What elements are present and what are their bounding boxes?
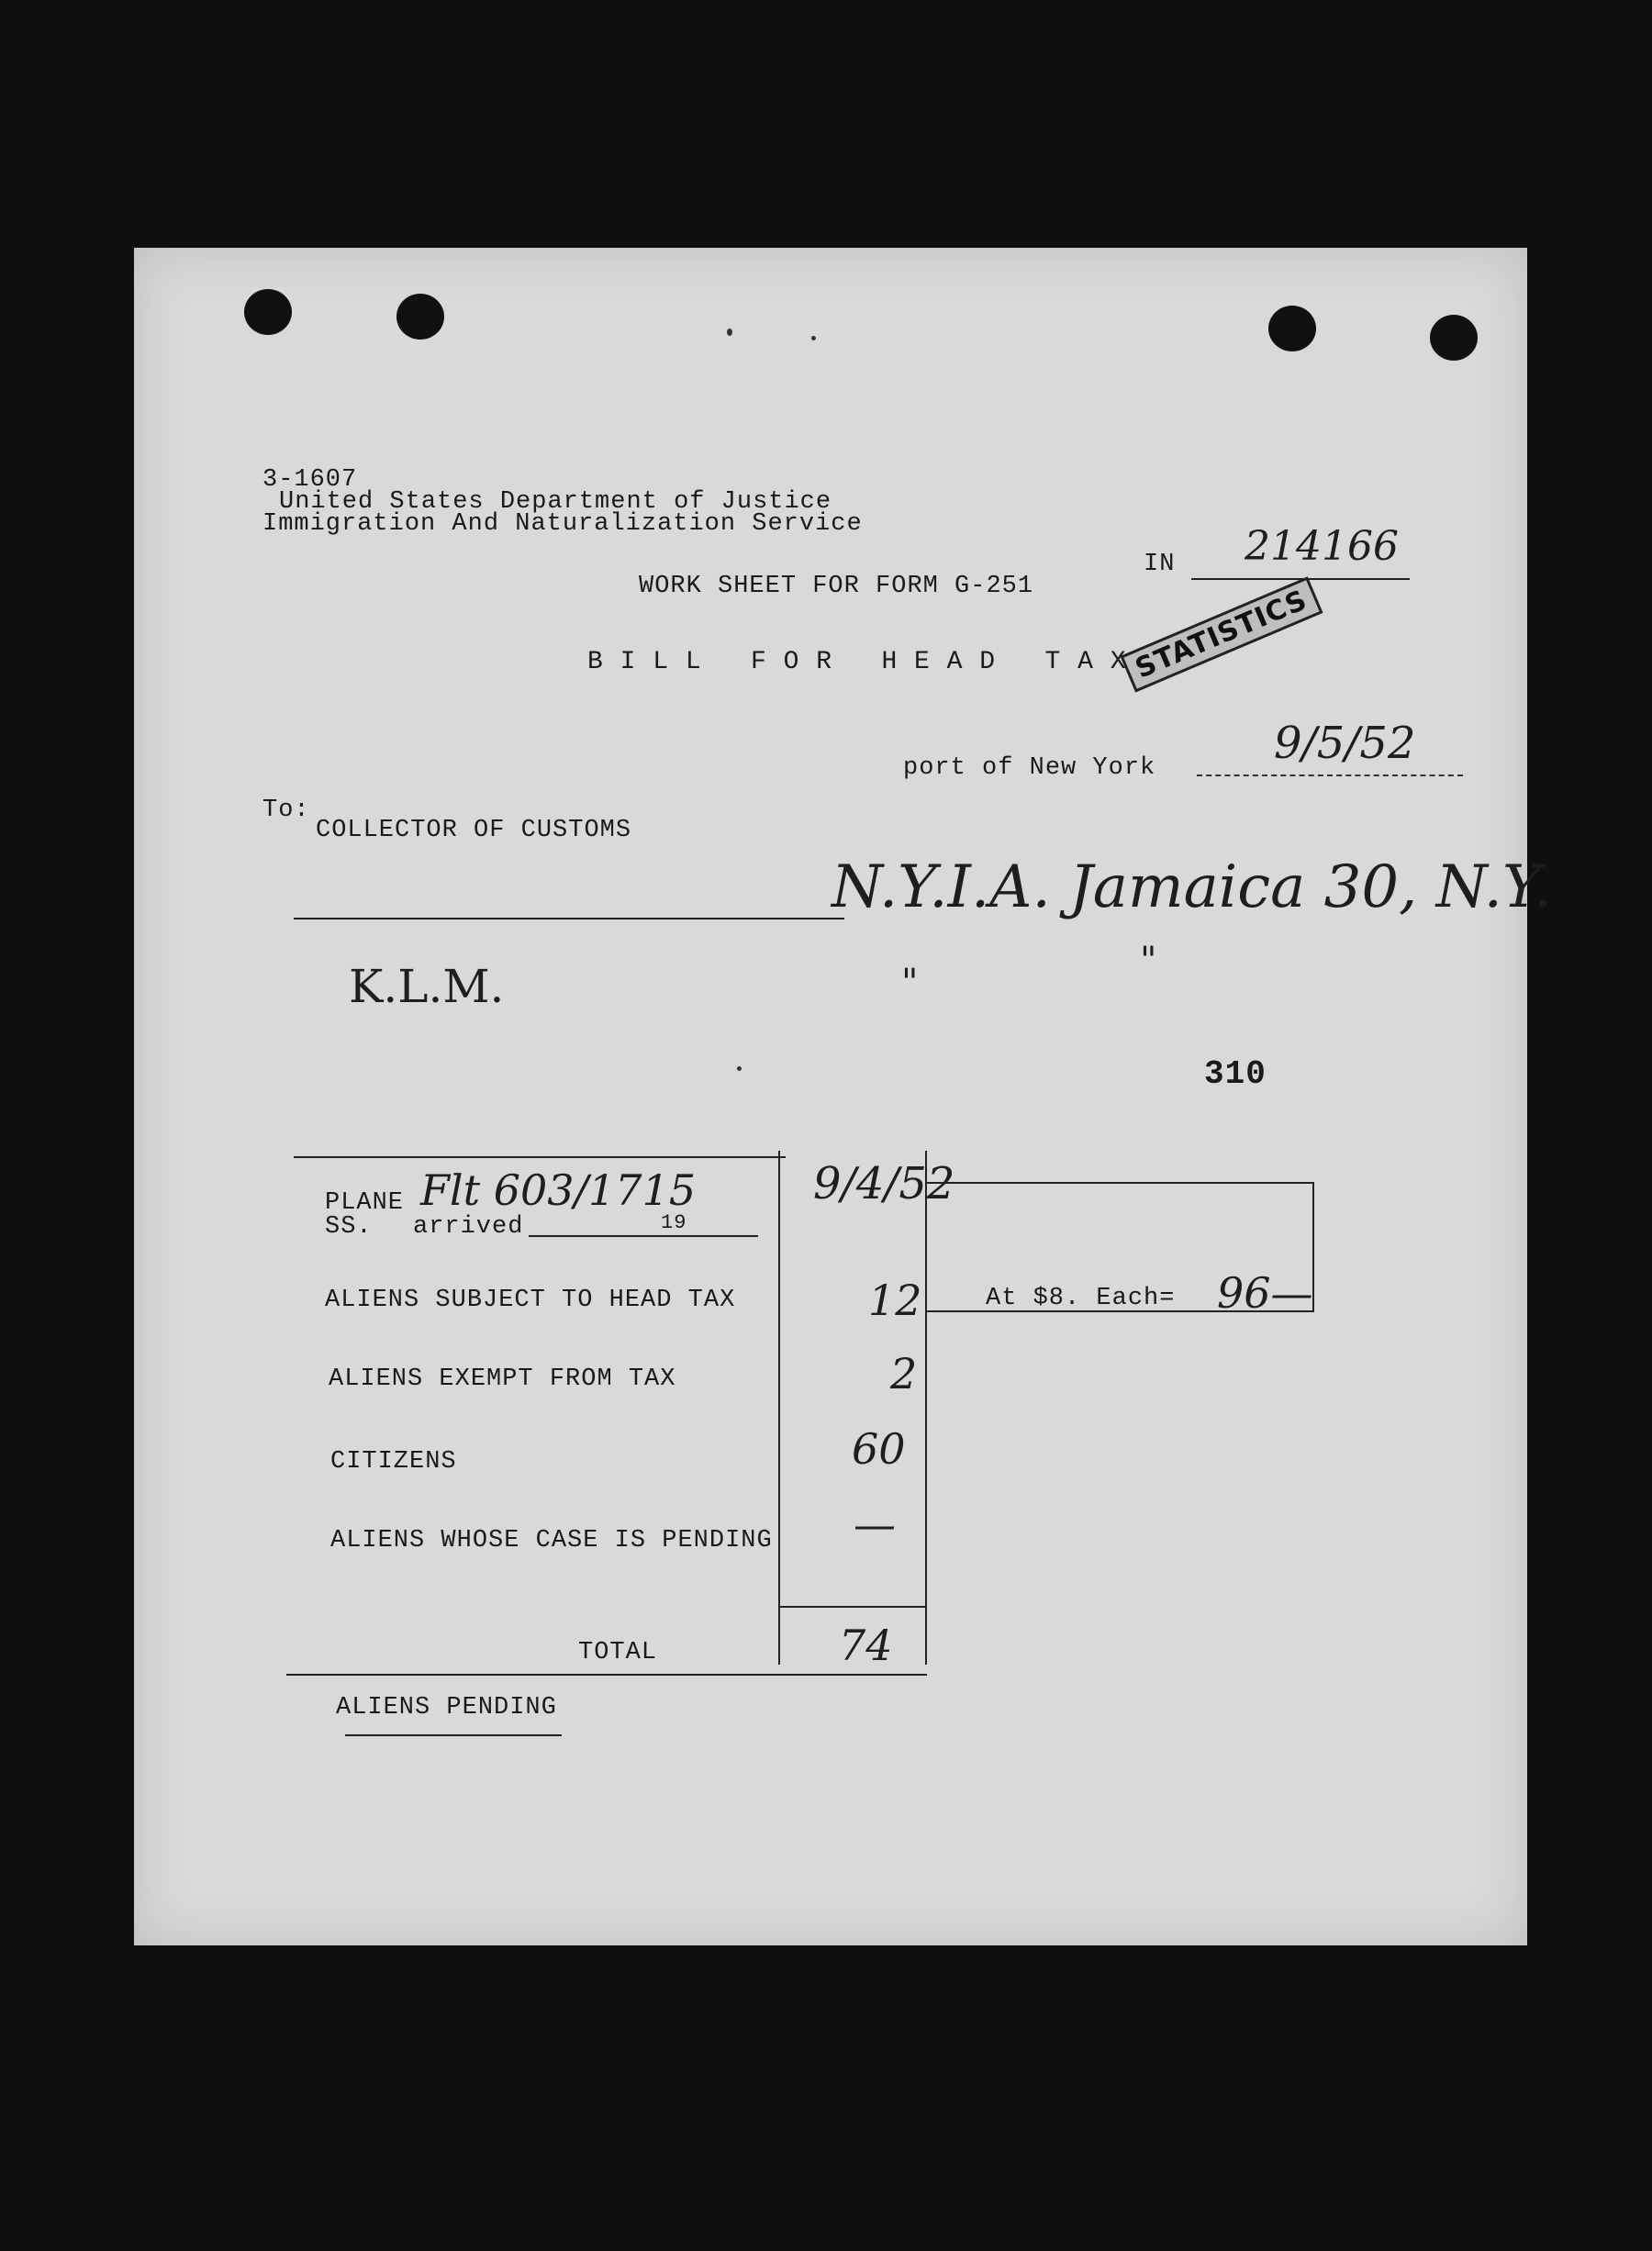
table-right-border [925,1151,927,1665]
form-title: WORK SHEET FOR FORM G-251 [639,573,1034,600]
row-value: 2 [890,1349,918,1399]
table-bottom-border [286,1674,927,1676]
total-value: 74 [839,1621,893,1670]
arrived-underline [529,1235,758,1237]
port-label: port of New York [903,754,1156,782]
punch-hole [1268,306,1316,351]
arrived-label: arrived [413,1213,524,1241]
arrival-date: 9/4/52 [813,1158,955,1209]
in-label: IN [1144,551,1176,578]
tax-amount: 96— [1217,1268,1313,1318]
punch-hole [396,294,444,340]
ditto-mark: " [1140,940,1157,982]
date-underline [1197,774,1463,776]
ditto-mark: " [901,962,919,1004]
punch-hole [244,289,292,335]
to-label: To: [262,797,310,824]
ss-label: SS. [325,1213,373,1241]
speck [811,336,816,340]
department-name: United States Department of Justice [279,488,832,516]
form-subtitle: B I L L F O R H E A D T A X [587,648,1127,676]
bill-date: 9/5/52 [1274,718,1416,769]
rate-label: At $8. Each= [986,1285,1176,1312]
in-underline [1191,578,1410,580]
in-number: 214166 [1245,523,1399,570]
collector-of-customs: COLLECTOR OF CUSTOMS [316,817,632,844]
row-value: 12 [868,1276,922,1325]
total-label: TOTAL [578,1639,658,1666]
location-handwritten: N.Y.I.A. Jamaica 30, N.Y. [832,853,1553,921]
year-prefix: 19 [661,1211,687,1234]
row-label: ALIENS EXEMPT FROM TAX [329,1365,676,1393]
total-divider [778,1606,927,1608]
plane-label: PLANE [325,1189,405,1217]
row-label: ALIENS WHOSE CASE IS PENDING [330,1527,773,1555]
document-page [134,248,1553,1945]
aliens-pending-underline [345,1734,562,1736]
table-column-divider [778,1151,780,1665]
statistics-stamp: STATISTICS [1120,576,1323,692]
punch-hole [1430,315,1478,361]
aliens-pending-label: ALIENS PENDING [336,1694,557,1722]
address-line [294,918,844,919]
speck [727,329,732,336]
row-label: CITIZENS [330,1448,457,1476]
row-value: — [854,1499,896,1549]
number-310: 310 [1204,1055,1267,1093]
table-top-border [294,1156,786,1158]
row-label: ALIENS SUBJECT TO HEAD TAX [325,1287,736,1314]
form-code: 3-1607 [262,466,358,494]
row-value: 60 [852,1424,906,1474]
speck [737,1066,742,1071]
service-name: Immigration And Naturalization Service [262,510,863,538]
flight-number: Flt 603/1715 [420,1165,697,1215]
rate-box-top [925,1182,1312,1184]
carrier-handwritten: K.L.M. [349,960,505,1013]
